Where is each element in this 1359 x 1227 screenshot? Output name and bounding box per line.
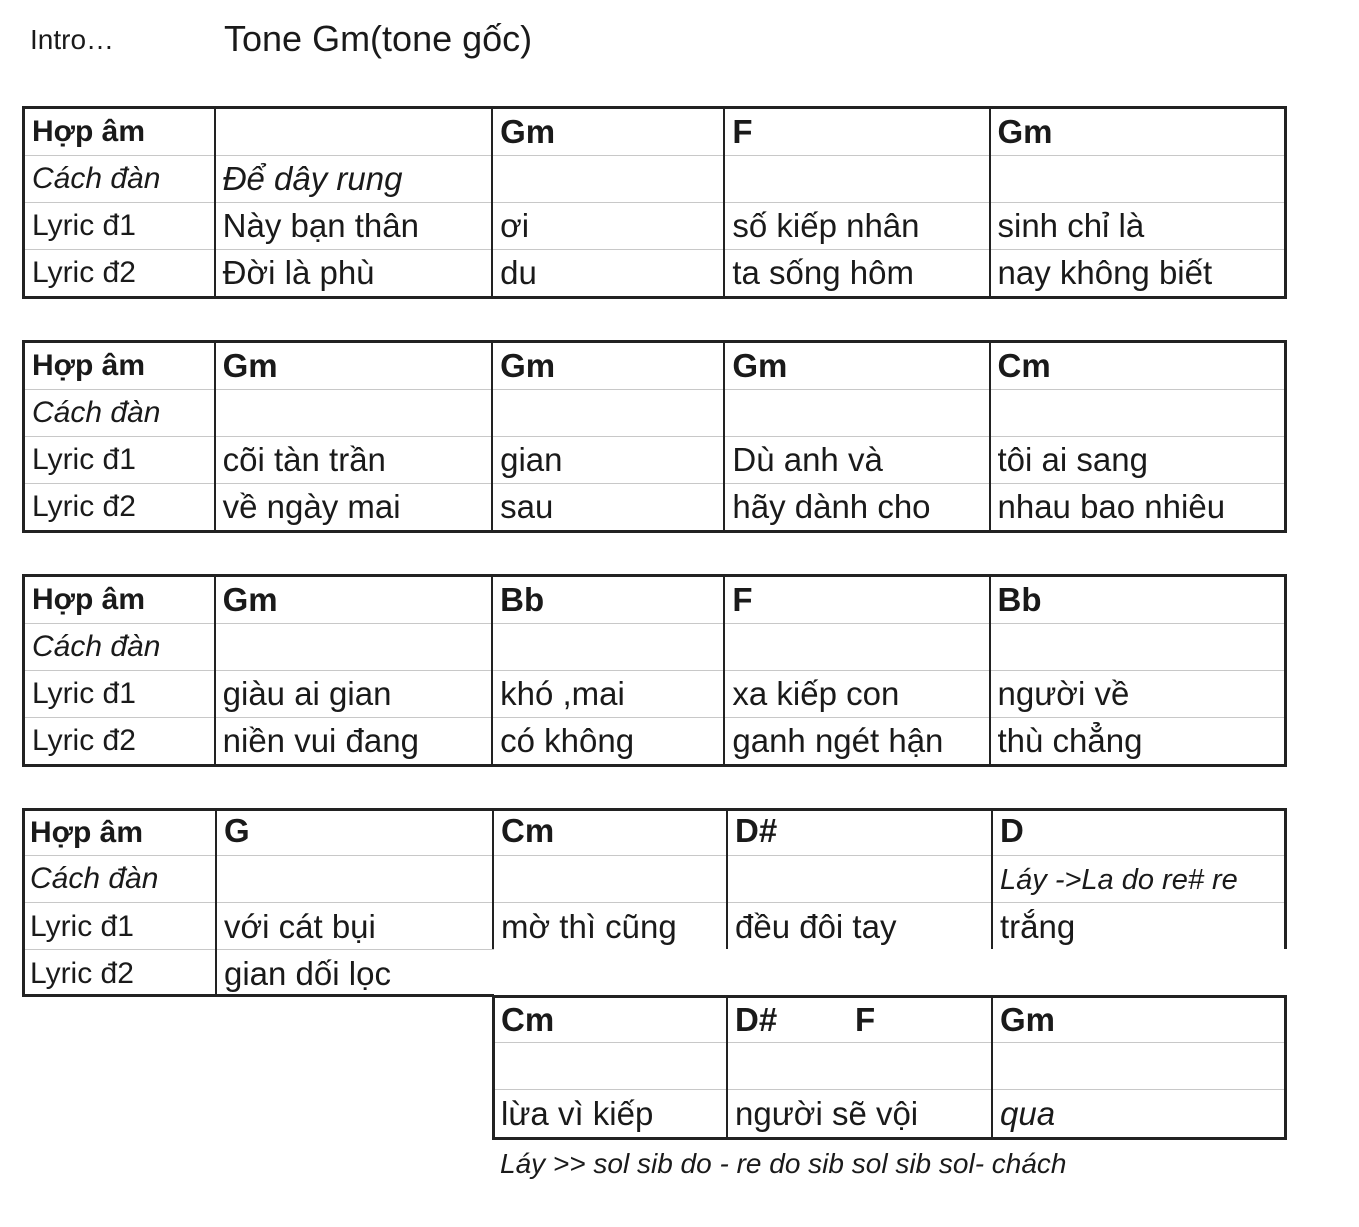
chord-cell: Bb xyxy=(492,576,724,624)
lyric-cell: gian xyxy=(492,437,724,484)
chord-cell: F xyxy=(724,576,989,624)
lyric-cell: người sẽ vội xyxy=(735,1095,919,1132)
lyric-cell: nay không biết xyxy=(990,250,1286,298)
lyric-cell: thù chẳng xyxy=(990,718,1286,766)
method-cell: Để dây rung xyxy=(215,156,492,203)
row-label-chord: Hợp âm xyxy=(24,108,215,156)
lyric-cell: ta sống hôm xyxy=(724,250,989,298)
chord-cell: Bb xyxy=(990,576,1286,624)
lyric-cell: lừa vì kiếp xyxy=(501,1095,654,1132)
row-label-chord: Hợp âm xyxy=(30,816,144,849)
lyric-cell: sau xyxy=(492,484,724,532)
chord-cell: G xyxy=(224,812,250,849)
lyric-cell: khó ,mai xyxy=(492,671,724,718)
row-label-lyric2: Lyric đ2 xyxy=(24,484,215,532)
chord-cell: Cm xyxy=(990,342,1286,390)
lyric-cell: tôi ai sang xyxy=(990,437,1286,484)
lyric-cell: ganh ngét hận xyxy=(724,718,989,766)
lyric-cell: Đời là phù xyxy=(215,250,492,298)
chord-cell: Gm xyxy=(492,108,724,156)
row-label-lyric1: Lyric đ1 xyxy=(24,203,215,250)
row-label-method: Cách đàn xyxy=(30,862,159,895)
chord-cell: D xyxy=(1000,812,1024,849)
row-label-lyric1: Lyric đ1 xyxy=(24,437,215,484)
lyric-cell: xa kiếp con xyxy=(724,671,989,718)
lyric-cell: với cát bụi xyxy=(224,908,376,945)
row-label-chord: Hợp âm xyxy=(24,576,215,624)
tone-title: Tone Gm(tone gốc) xyxy=(224,18,533,59)
lyric-cell: mờ thì cũng xyxy=(501,908,677,945)
lyric-cell: người về xyxy=(990,671,1286,718)
chord-cell: D# xyxy=(735,812,778,849)
chord-cell: Cm xyxy=(501,812,555,849)
lyric-cell: hãy dành cho xyxy=(724,484,989,532)
intro-label: Intro… xyxy=(30,24,115,55)
row-label-lyric2: Lyric đ2 xyxy=(30,957,134,990)
method-cell: Láy ->La do re# re xyxy=(1000,864,1238,896)
lyric-cell: Dù anh và xyxy=(724,437,989,484)
chord-cell: Gm xyxy=(1000,1001,1056,1038)
row-label-method: Cách đàn xyxy=(24,390,215,437)
row-label-method: Cách đàn xyxy=(24,624,215,671)
lyric-cell: gian dối lọc xyxy=(224,955,391,992)
lyric-cell: cõi tàn trần xyxy=(215,437,492,484)
lyric-cell: số kiếp nhân xyxy=(724,203,989,250)
lyric-cell: có không xyxy=(492,718,724,766)
lyric-cell: nhau bao nhiêu xyxy=(990,484,1286,532)
row-label-lyric2: Lyric đ2 xyxy=(24,718,215,766)
lyric-cell: về ngày mai xyxy=(215,484,492,532)
lyric-cell: niền vui đang xyxy=(215,718,492,766)
row-label-lyric2: Lyric đ2 xyxy=(24,250,215,298)
lyric-cell: giàu ai gian xyxy=(215,671,492,718)
lyric-cell: ơi xyxy=(492,203,724,250)
chord-cell: F xyxy=(855,1001,876,1038)
chord-cell: Gm xyxy=(215,342,492,390)
chord-cell: F xyxy=(724,108,989,156)
lyric-cell: qua xyxy=(1000,1095,1056,1132)
chord-cell: Gm xyxy=(492,342,724,390)
strum-note: Láy >> sol sib do - re do sib sol sib sol- chách xyxy=(500,1148,1067,1179)
lyric-cell: đều đôi tay xyxy=(735,908,897,945)
row-label-lyric1: Lyric đ1 xyxy=(30,910,134,943)
lyric-cell: sinh chỉ là xyxy=(990,203,1286,250)
chord-cell: Gm xyxy=(215,576,492,624)
chord-cell: Gm xyxy=(724,342,989,390)
chord-cell: Gm xyxy=(990,108,1286,156)
row-label-chord: Hợp âm xyxy=(24,342,215,390)
lyric-cell: du xyxy=(492,250,724,298)
lyric-cell: trắng xyxy=(1000,908,1076,945)
chord-cell: D# xyxy=(735,1001,778,1038)
chord-cell: Cm xyxy=(501,1001,555,1038)
row-label-method: Cách đàn xyxy=(24,156,215,203)
lyric-cell: Này bạn thân xyxy=(215,203,492,250)
row-label-lyric1: Lyric đ1 xyxy=(24,671,215,718)
